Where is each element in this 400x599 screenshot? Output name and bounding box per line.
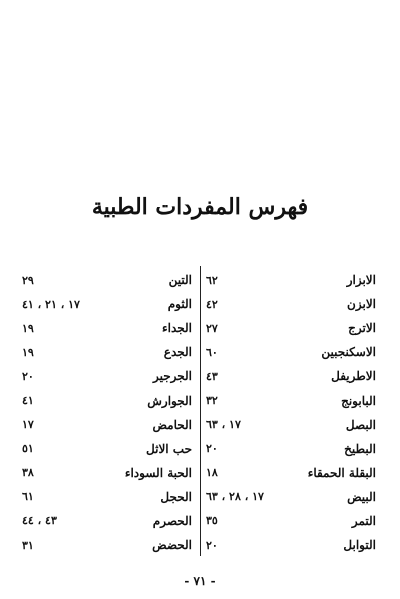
index-entry — [22, 437, 192, 461]
column-divider — [200, 266, 201, 556]
index-entry — [22, 509, 192, 533]
index-pages: ٤١ — [22, 394, 34, 408]
index-entry — [22, 364, 192, 388]
index-pages: ١٩ — [22, 345, 34, 359]
index-term: الابزار — [346, 273, 376, 288]
index-term: البصل — [345, 417, 376, 432]
index-entry — [206, 364, 376, 388]
index-entry — [22, 533, 192, 557]
index-term: التين — [168, 273, 192, 288]
index-term: الابزن — [347, 297, 376, 312]
index-term: البابونج — [341, 393, 376, 408]
index-column-right — [206, 268, 376, 557]
index-entry — [22, 268, 192, 292]
index-pages: ٢٩ — [22, 273, 34, 287]
index-entry — [22, 461, 192, 485]
index-pages: ٢٠ — [206, 538, 218, 552]
index-pages: ١٧ ، ٢٨ ، ٦٣ — [206, 490, 264, 504]
index-pages: ٢٧ — [206, 321, 218, 335]
index-pages: ٢٠ — [206, 442, 218, 456]
index-entry — [206, 340, 376, 364]
index-pages: ٢٠ — [22, 369, 34, 383]
index-entry — [206, 413, 376, 437]
index-pages: ١٨ — [206, 466, 218, 480]
index-term: الجوارش — [147, 393, 192, 408]
index-pages: ١٧ ، ٦٣ — [206, 418, 241, 432]
index-entry — [206, 316, 376, 340]
index-entry — [206, 292, 376, 316]
index-term: الحجل — [160, 489, 192, 504]
index-term: الجداء — [161, 321, 192, 336]
index-term: الاسكنجبين — [321, 345, 376, 360]
index-pages: ٤٢ — [206, 297, 218, 311]
index-term: الجرجير — [152, 369, 192, 384]
index-term: البيض — [347, 489, 376, 504]
index-pages: ٣٢ — [206, 394, 218, 408]
index-entry — [22, 413, 192, 437]
index-entry — [22, 340, 192, 364]
index-term: حب الاثل — [146, 441, 192, 456]
index-entry — [206, 509, 376, 533]
index-pages: ٦٠ — [206, 345, 218, 359]
index-pages: ١٧ ، ٢١ ، ٤١ — [22, 297, 80, 311]
index-term: التوابل — [343, 538, 376, 553]
index-term: الجدع — [163, 345, 192, 360]
page-title: فهرس المفردات الطبية — [91, 194, 309, 220]
index-term: الحضض — [152, 538, 192, 553]
index-entry — [206, 268, 376, 292]
index-entry — [206, 461, 376, 485]
index-term: الحصرم — [152, 513, 192, 528]
index-pages: ٣٨ — [22, 466, 34, 480]
index-pages: ١٧ — [22, 418, 34, 432]
index-entry — [22, 485, 192, 509]
index-pages: ٦١ — [22, 490, 34, 504]
index-term: الاترج — [348, 321, 376, 336]
index-entry — [206, 485, 376, 509]
index-term: البطيخ — [344, 441, 376, 456]
index-term: الثوم — [167, 297, 192, 312]
index-entry — [22, 316, 192, 340]
index-entry — [206, 437, 376, 461]
index-term: التمر — [351, 513, 376, 528]
page-number: - ٧١ - — [184, 574, 216, 588]
index-pages: ٣١ — [22, 538, 34, 552]
index-entry — [206, 388, 376, 412]
index-pages: ٥١ — [22, 442, 34, 456]
index-term: الاطريفل — [331, 369, 376, 384]
index-pages: ٤٣ — [206, 369, 218, 383]
index-entry — [206, 533, 376, 557]
index-entry — [22, 388, 192, 412]
index-column-left — [22, 268, 192, 557]
index-pages: ٣٥ — [206, 514, 218, 528]
index-term: الحامض — [152, 417, 192, 432]
index-pages: ٤٣ ، ٤٤ — [22, 514, 57, 528]
index-entry — [22, 292, 192, 316]
index-pages: ٦٢ — [206, 273, 218, 287]
index-term: البقلة الحمقاء — [307, 465, 376, 480]
index-term: الحبة السوداء — [124, 465, 192, 480]
index-pages: ١٩ — [22, 321, 34, 335]
